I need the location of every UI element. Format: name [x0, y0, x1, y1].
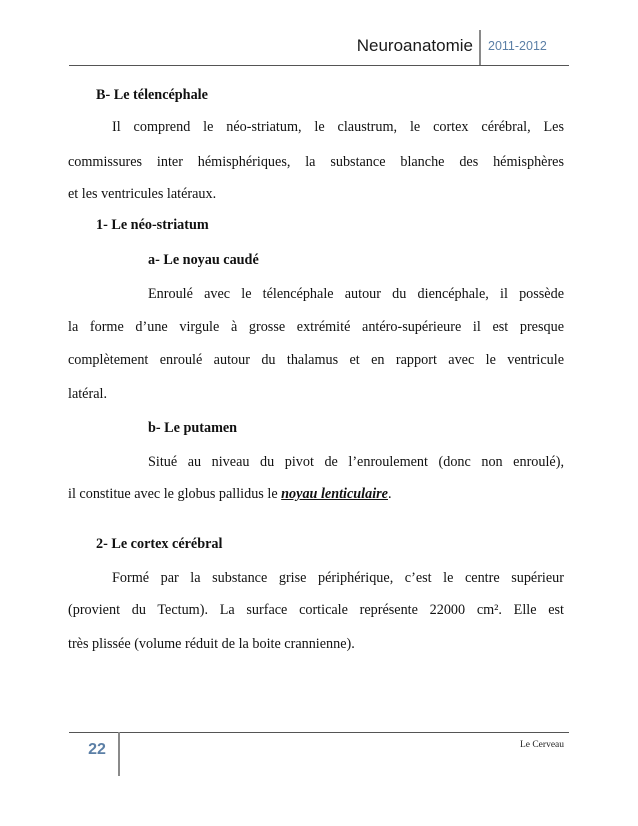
paragraph-line: et les ventricules latéraux.: [68, 186, 217, 202]
paragraph-line: Enroulé avec le télencéphale autour du diencéphale, il possède: [148, 286, 564, 302]
page-number: 22: [88, 741, 106, 758]
paragraph-line: complètement enroulé autour du thalamus et en rapport avec le ventricule: [68, 352, 564, 368]
header-rule: [69, 65, 569, 66]
subheading-1a: a- Le noyau caudé: [148, 252, 259, 268]
footer-rule: [69, 732, 569, 733]
subheading-1: 1- Le néo-striatum: [96, 217, 209, 233]
subheading-2: 2- Le cortex cérébral: [96, 536, 223, 552]
subheading-1b: b- Le putamen: [148, 420, 238, 436]
header-years: 2011-2012: [488, 39, 547, 53]
paragraph-text: .: [387, 486, 392, 502]
paragraph-line: commissures inter hémisphériques, la substance blanche des hémisphères: [68, 154, 564, 170]
header-divider: [479, 30, 481, 66]
key-term: noyau lenticulaire: [281, 486, 388, 502]
paragraph-line: Situé au niveau du pivot de l’enroulement (donc non enroulé),: [148, 454, 564, 470]
paragraph-line: (provient du Tectum). La surface corticale représente 22000 cm². Elle est: [68, 602, 564, 618]
paragraph-line: [68, 485, 564, 503]
paragraph-line: Formé par la substance grise périphérique, c’est le centre supérieur: [112, 570, 564, 586]
paragraph-line: Il comprend le néo-striatum, le claustrum, le cortex cérébral, Les: [112, 119, 564, 135]
header-title: Neuroanatomie: [356, 36, 473, 55]
paragraph-line: la forme d’une virgule à grosse extrémité antéro-supérieure il est presque: [68, 319, 564, 335]
footer-chapter: Le Cerveau: [519, 740, 564, 750]
paragraph-line: très plissée (volume réduit de la boite crannienne).: [68, 636, 355, 652]
footer-divider: [118, 732, 120, 776]
section-heading: B- Le télencéphale: [96, 87, 208, 103]
paragraph-line: latéral.: [68, 386, 107, 402]
paragraph-text: il constitue avec le globus pallidus le: [68, 486, 282, 502]
